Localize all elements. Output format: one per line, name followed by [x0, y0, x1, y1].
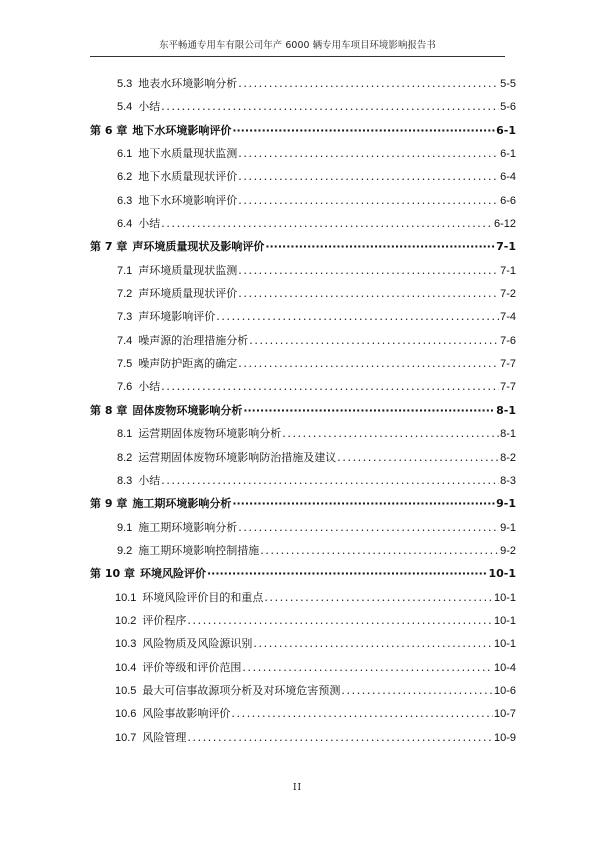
page-number: II: [292, 783, 303, 793]
toc-leader-dots: [207, 562, 488, 585]
toc-leader-dots: [216, 305, 499, 328]
toc-entry-number: 10.2: [115, 614, 137, 627]
toc-entry-title: 施工期环境影响分析: [138, 520, 238, 534]
page-header: 东平畅通专用车有限公司年产 6000 辆专用车项目环境影响报告书: [159, 40, 436, 51]
toc-leader-dots: [161, 469, 499, 492]
toc-section-entry[interactable]: [90, 679, 516, 702]
toc-entry-page: 7-6: [500, 334, 516, 347]
toc-chapter-entry[interactable]: [90, 399, 516, 422]
toc-entry-number: 8.2: [117, 451, 133, 464]
toc-entry-title: 地下水环境影响评价: [132, 123, 232, 137]
toc-entry-title: 地下水环境影响评价: [138, 193, 238, 207]
toc-entry-title: 运营期固体废物环境影响防治措施及建议: [138, 450, 337, 464]
toc-entry-title: 声环境质量现状及影响评价: [132, 240, 265, 254]
toc-entry-page: 10-1: [493, 614, 516, 627]
toc-section-entry[interactable]: [90, 212, 516, 235]
toc-entry-page: 10-6: [493, 684, 516, 697]
toc-leader-dots: [161, 95, 499, 118]
toc-leader-dots: [282, 422, 499, 445]
toc-entry-page: 6-4: [500, 171, 516, 184]
toc-leader-dots: [238, 189, 499, 212]
toc-section-entry[interactable]: [90, 142, 516, 165]
toc-leader-dots: [238, 142, 499, 165]
toc-entry-title: 声环境质量现状评价: [138, 287, 238, 301]
toc-entry-title: 声环境影响评价: [138, 310, 216, 324]
toc-entry-number: 6.4: [117, 218, 133, 231]
toc-leader-dots: [238, 72, 499, 95]
toc-entry-number: 10.1: [115, 591, 137, 604]
toc-entry-page: 10-4: [493, 661, 516, 674]
toc-entry-number: 7.2: [117, 288, 133, 301]
toc-section-entry[interactable]: [90, 305, 516, 328]
toc-section-entry[interactable]: [90, 726, 516, 749]
toc-leader-dots: [232, 119, 495, 142]
toc-entry-page: 10-1: [488, 567, 516, 581]
toc-entry-title: 声环境质量现状监测: [138, 263, 238, 277]
toc-entry-title: 地下水质量现状评价: [138, 170, 238, 184]
toc-entry-number: 6.3: [117, 194, 133, 207]
toc-entry-number: 6.2: [117, 171, 133, 184]
toc-entry-page: 5-5: [500, 78, 516, 90]
toc-entry-title: 噪声防护距离的确定: [138, 357, 238, 371]
toc-entry-title: 小结: [138, 473, 161, 487]
toc-entry-page: 5-6: [500, 101, 516, 114]
toc-entry-number: 第 7 章: [90, 240, 128, 254]
toc-leader-dots: [238, 259, 499, 282]
toc-section-entry[interactable]: [90, 516, 516, 539]
toc-entry-number: 10.4: [115, 661, 137, 674]
toc-entry-title: 风险物质及风险源识别: [142, 637, 253, 651]
toc-entry-page: 9-1: [500, 521, 516, 534]
header-rule: [90, 56, 505, 57]
toc-section-entry[interactable]: [90, 656, 516, 679]
toc-entry-title: 最大可信事故源项分析及对环境危害预测: [142, 683, 341, 697]
toc-leader-dots: [253, 632, 493, 655]
toc-entry-page: 9-2: [500, 544, 516, 557]
toc-entry-number: 7.5: [117, 358, 133, 371]
toc-entry-page: 8-1: [500, 428, 516, 441]
toc-entry-number: 10.5: [115, 684, 137, 697]
toc-section-entry[interactable]: [90, 375, 516, 398]
toc-entry-title: 固体废物环境影响分析: [132, 403, 243, 417]
toc-leader-dots: [231, 702, 493, 725]
toc-entry-page: 6-12: [493, 218, 516, 231]
toc-entry-number: 5.3: [117, 78, 133, 90]
toc-entry-number: 5.4: [117, 101, 133, 114]
toc-entry-page: 7-7: [500, 358, 516, 371]
toc-entry-page: 6-1: [500, 148, 516, 161]
toc-section-entry[interactable]: [90, 165, 516, 188]
toc-entry-number: 第 9 章: [90, 497, 128, 511]
toc-entry-number: 第 8 章: [90, 403, 128, 417]
toc-leader-dots: [249, 329, 499, 352]
toc-entry-page: 8-2: [500, 451, 516, 464]
toc-entry-title: 地下水质量现状监测: [138, 147, 238, 161]
toc-entry-page: 10-7: [493, 708, 516, 721]
toc-leader-dots: [238, 516, 499, 539]
toc-entry-number: 7.1: [117, 264, 133, 277]
toc-section-entry[interactable]: [90, 609, 516, 632]
toc-entry-number: 第 6 章: [90, 123, 128, 137]
toc-chapter-entry[interactable]: [90, 492, 516, 515]
toc-entry-title: 小结: [138, 380, 161, 394]
toc-entry-number: 9.1: [117, 521, 133, 534]
toc-leader-dots: [242, 656, 493, 679]
toc-entry-title: 环境风险评价目的和重点: [142, 590, 264, 604]
toc-entry-page: 7-4: [500, 311, 516, 324]
toc-entry-page: 7-7: [500, 381, 516, 394]
toc-leader-dots: [161, 212, 493, 235]
toc-entry-number: 7.6: [117, 381, 133, 394]
toc-leader-dots: [238, 352, 499, 375]
toc-entry-page: 7-2: [500, 288, 516, 301]
toc-entry-number: 7.3: [117, 311, 133, 324]
toc-leader-dots: [187, 609, 493, 632]
toc-entry-title: 评价等级和评价范围: [142, 660, 242, 674]
toc-entry-page: 10-9: [493, 731, 516, 744]
toc-entry-title: 风险事故影响评价: [142, 707, 231, 721]
toc-section-entry[interactable]: [90, 632, 516, 655]
toc-entry-page: 8-3: [500, 474, 516, 487]
toc-section-entry[interactable]: [90, 469, 516, 492]
toc-entry-title: 施工期环境影响分析: [132, 497, 232, 511]
toc-entry-title: 施工期环境影响控制措施: [138, 543, 260, 557]
toc-section-entry[interactable]: [90, 702, 516, 725]
toc-entry-title: 小结: [138, 100, 161, 114]
toc-leader-dots: [238, 282, 499, 305]
toc-leader-dots: [265, 235, 495, 258]
toc-section-entry[interactable]: [90, 539, 516, 562]
toc-entry-page: 6-1: [496, 123, 516, 137]
toc-entry-page: 7-1: [500, 264, 516, 277]
toc-entry-title: 风险管理: [142, 730, 187, 744]
toc-entry-title: 环境风险评价: [139, 567, 206, 581]
toc-leader-dots: [264, 586, 493, 609]
toc-entry-title: 噪声源的治理措施分析: [138, 333, 249, 347]
toc-entry-number: 7.4: [117, 334, 133, 347]
toc-section-entry[interactable]: [90, 189, 516, 212]
toc-leader-dots: [238, 165, 499, 188]
toc-section-entry[interactable]: [90, 329, 516, 352]
toc-leader-dots: [337, 446, 499, 469]
toc-entry-page: 9-1: [496, 497, 516, 511]
toc-section-entry[interactable]: [90, 586, 516, 609]
toc-section-entry[interactable]: [90, 446, 516, 469]
toc-entry-number: 8.3: [117, 474, 133, 487]
toc-entry-page: 7-1: [496, 240, 516, 254]
toc-section-entry[interactable]: [90, 95, 516, 118]
toc-entry-number: 10.6: [115, 708, 137, 721]
toc-entry-title: 小结: [138, 217, 161, 231]
toc-entry-number: 第 10 章: [90, 567, 135, 581]
toc-chapter-entry[interactable]: [90, 119, 516, 142]
toc-section-entry[interactable]: [90, 72, 516, 95]
toc-leader-dots: [341, 679, 493, 702]
toc-entry-page: 6-6: [500, 194, 516, 207]
toc-leader-dots: [232, 492, 495, 515]
toc-entry-number: 9.2: [117, 544, 133, 557]
toc-chapter-entry[interactable]: [90, 562, 516, 585]
toc-leader-dots: [260, 539, 499, 562]
toc-section-entry[interactable]: [90, 352, 516, 375]
toc-entry-number: 6.1: [117, 148, 133, 161]
toc-entry-number: 10.3: [115, 638, 137, 651]
toc-leader-dots: [187, 726, 493, 749]
toc-chapter-entry[interactable]: [90, 235, 516, 258]
toc-section-entry[interactable]: [90, 259, 516, 282]
toc-entry-title: 运营期固体废物环境影响分析: [138, 427, 282, 441]
toc-entry-page: 10-1: [493, 638, 516, 651]
toc-entry-title: 评价程序: [142, 613, 187, 627]
toc-leader-dots: [243, 399, 495, 422]
toc-section-entry[interactable]: [90, 422, 516, 445]
table-of-contents: [90, 72, 516, 749]
toc-leader-dots: [161, 375, 499, 398]
toc-entry-number: 10.7: [115, 731, 137, 744]
toc-entry-page: 8-1: [496, 403, 516, 417]
toc-entry-page: 10-1: [493, 591, 516, 604]
toc-section-entry[interactable]: [90, 282, 516, 305]
toc-entry-number: 8.1: [117, 428, 133, 441]
toc-entry-title: 地表水环境影响分析: [138, 77, 238, 90]
